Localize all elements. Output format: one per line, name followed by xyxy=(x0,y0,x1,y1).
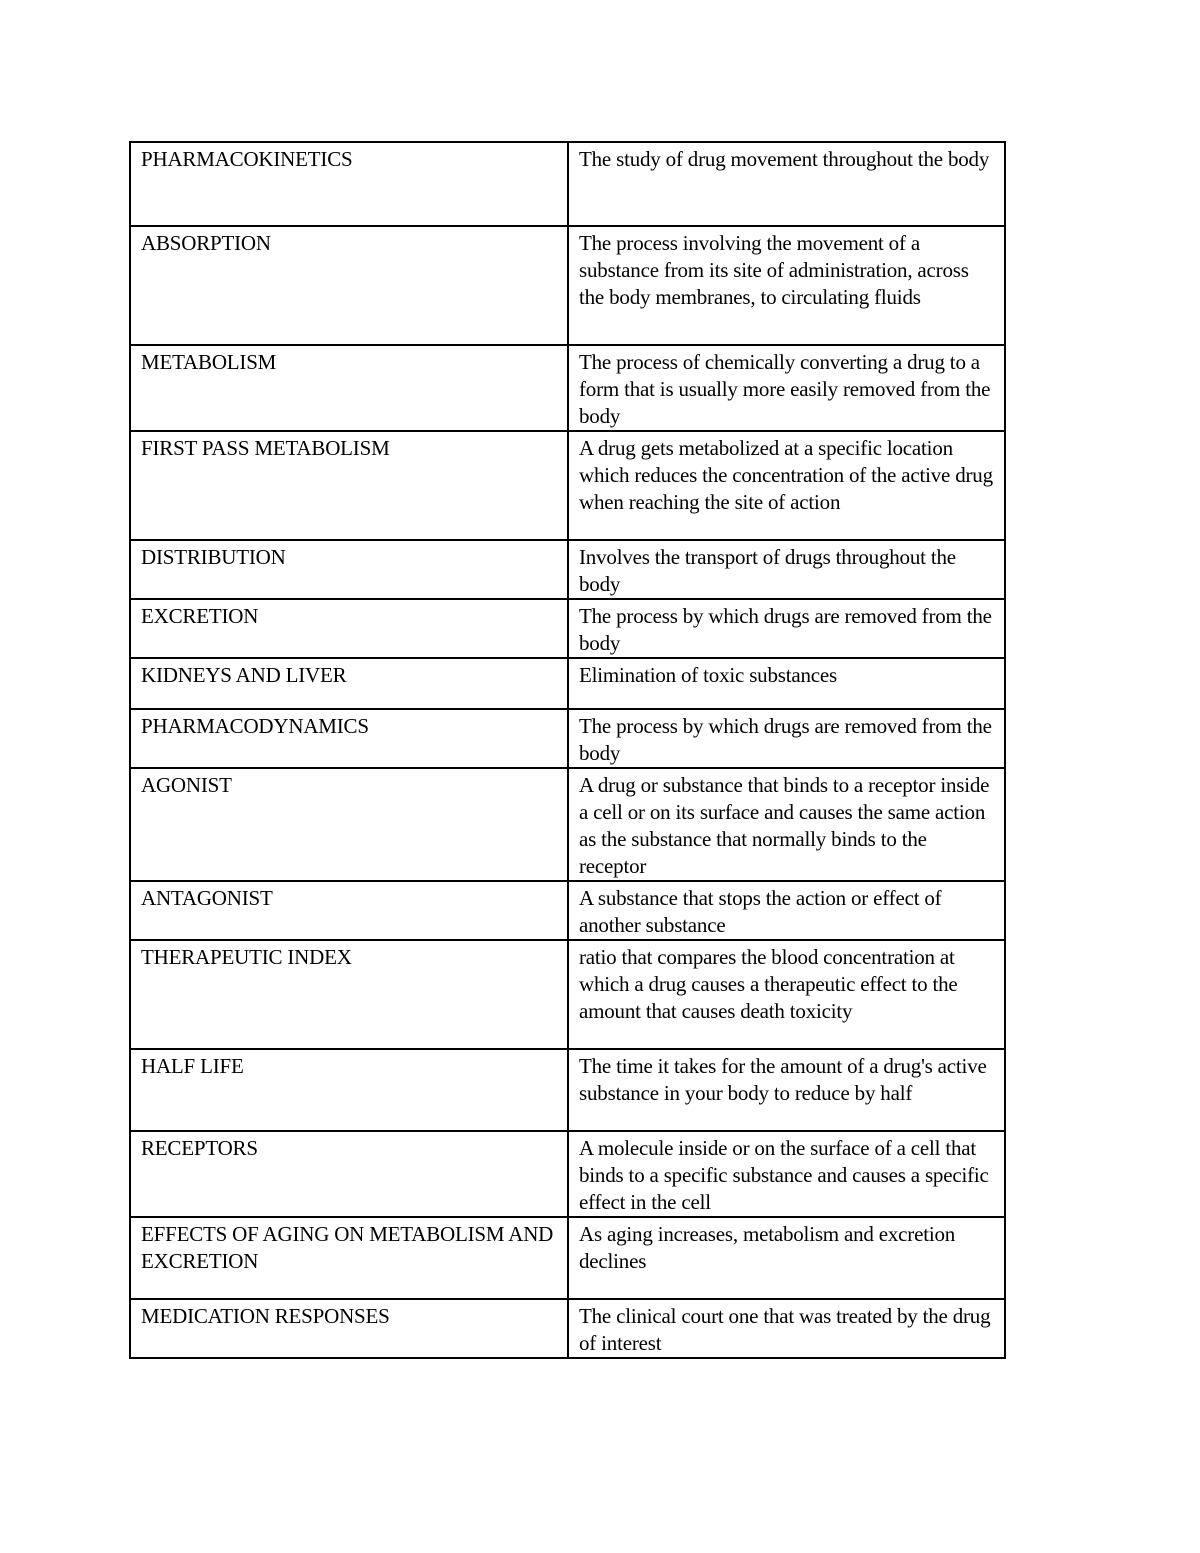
table-row xyxy=(130,226,1005,345)
table-row xyxy=(130,1049,1005,1131)
definition-cell: The clinical court one that was treated by the drug of interest xyxy=(568,1299,1005,1358)
table-row xyxy=(130,1299,1005,1358)
term-cell: EXCRETION xyxy=(130,599,568,658)
term-cell: ABSORPTION xyxy=(130,226,568,345)
table-row xyxy=(130,1131,1005,1217)
term-cell: PHARMACODYNAMICS xyxy=(130,709,568,768)
definition-cell: Involves the transport of drugs throughout the body xyxy=(568,540,1005,599)
term-cell: EFFECTS OF AGING ON METABOLISM AND EXCRETION xyxy=(130,1217,568,1299)
table-row xyxy=(130,142,1005,226)
table-row xyxy=(130,658,1005,709)
definition-cell: The process by which drugs are removed from the body xyxy=(568,709,1005,768)
term-cell: PHARMACOKINETICS xyxy=(130,142,568,226)
table-row xyxy=(130,599,1005,658)
definition-cell: The process by which drugs are removed from the body xyxy=(568,599,1005,658)
table-row xyxy=(130,1217,1005,1299)
table-row xyxy=(130,768,1005,881)
term-cell: FIRST PASS METABOLISM xyxy=(130,431,568,540)
term-cell: AGONIST xyxy=(130,768,568,881)
term-cell: MEDICATION RESPONSES xyxy=(130,1299,568,1358)
definition-cell: The study of drug movement throughout the body xyxy=(568,142,1005,226)
definition-cell: A molecule inside or on the surface of a cell that binds to a specific substance and causes a specific effect in the cell xyxy=(568,1131,1005,1217)
table-row xyxy=(130,709,1005,768)
table-row xyxy=(130,431,1005,540)
definition-cell: A drug gets metabolized at a specific location which reduces the concentration of the active drug when reaching the site of action xyxy=(568,431,1005,540)
terms-table-body xyxy=(130,142,1005,1358)
term-cell: HALF LIFE xyxy=(130,1049,568,1131)
definition-cell: A substance that stops the action or effect of another substance xyxy=(568,881,1005,940)
definition-cell: ratio that compares the blood concentration at which a drug causes a therapeutic effect to the amount that causes death toxicity xyxy=(568,940,1005,1049)
definition-cell: The process involving the movement of a substance from its site of administration, across the body membranes, to circulating fluids xyxy=(568,226,1005,345)
term-cell: ANTAGONIST xyxy=(130,881,568,940)
term-cell: THERAPEUTIC INDEX xyxy=(130,940,568,1049)
definition-cell: The time it takes for the amount of a drug's active substance in your body to reduce by half xyxy=(568,1049,1005,1131)
term-cell: METABOLISM xyxy=(130,345,568,431)
terms-table xyxy=(129,141,1006,1359)
definition-cell: Elimination of toxic substances xyxy=(568,658,1005,709)
term-cell: RECEPTORS xyxy=(130,1131,568,1217)
definition-cell: As aging increases, metabolism and excretion declines xyxy=(568,1217,1005,1299)
table-row xyxy=(130,881,1005,940)
definition-cell: A drug or substance that binds to a receptor inside a cell or on its surface and causes the same action as the substance that normally binds to the receptor xyxy=(568,768,1005,881)
table-row xyxy=(130,940,1005,1049)
term-cell: KIDNEYS AND LIVER xyxy=(130,658,568,709)
definition-cell: The process of chemically converting a drug to a form that is usually more easily removed from the body xyxy=(568,345,1005,431)
term-cell: DISTRIBUTION xyxy=(130,540,568,599)
table-row xyxy=(130,345,1005,431)
table-row xyxy=(130,540,1005,599)
